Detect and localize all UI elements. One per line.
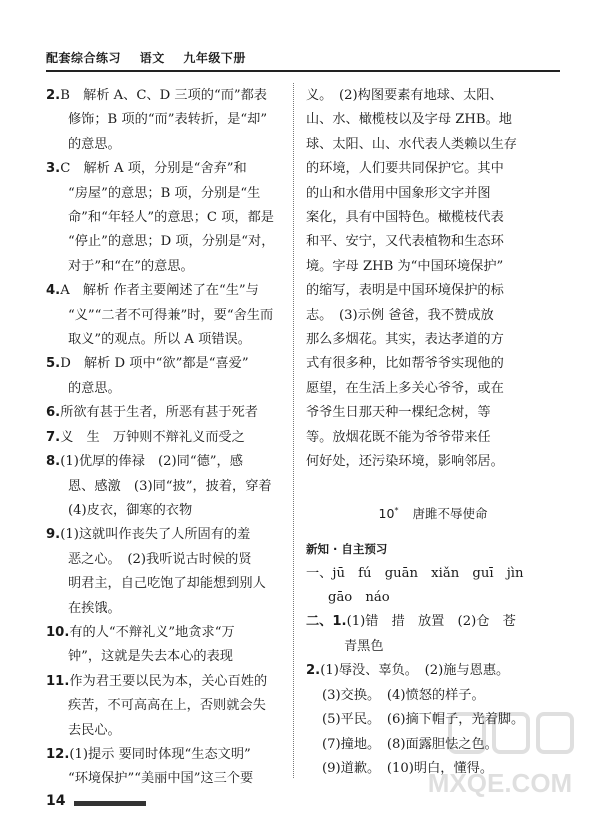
answer-line: 境。字母 ZHB 为“中国环境保护” xyxy=(306,258,504,274)
answer-line: 志。 (3)示例 爸爸，我不赞成放 xyxy=(306,307,494,323)
answer-line: D 解析 D 项中“欲”都是“喜爱” xyxy=(60,356,249,372)
answer-line: 那么多烟花。其实，表达孝道的方 xyxy=(306,332,504,348)
vocab-item xyxy=(306,659,560,781)
answer-item xyxy=(46,670,286,743)
answer-line: 明君主，自己吃饱了却能想到别人 xyxy=(68,576,266,592)
column-divider xyxy=(293,83,294,778)
vocab-item xyxy=(306,610,560,659)
answer-line: 疾苦，不可高高在上，否则就会失 xyxy=(68,698,266,714)
answer-line: 有的人“不辩礼义”地贪求“万 xyxy=(69,624,235,640)
answer-line: “停止”的意思；D 项，分别是“对， xyxy=(68,234,275,250)
answer-line: (1)优厚的俸禄 (2)同“德”，感 xyxy=(60,454,243,470)
answer-line: 命”和“年轻人”的意思；C 项，都是 xyxy=(68,210,274,226)
subsection-heading: 新知 · 自主预习 xyxy=(306,541,388,556)
answer-item xyxy=(46,743,286,792)
page-number: 14 xyxy=(46,793,66,809)
answer-line: C 解析 A 项，分别是“舍弃”和 xyxy=(60,161,247,177)
answer-line: 等。放烟花既不能为爷爷带来任 xyxy=(306,429,491,445)
answer-item xyxy=(46,450,286,523)
answer-item xyxy=(46,279,286,352)
answer-line: (1)这就叫作丧失了人所固有的羞 xyxy=(60,527,251,543)
answer-line: 式有很多种，比如帮爷爷实现他的 xyxy=(306,356,504,372)
answer-number: 10. xyxy=(46,624,70,640)
answer-line: 的缩写，表明是中国环境保护的标 xyxy=(306,283,504,299)
answer-line: 爷爷生日那天种一棵纪念树，等 xyxy=(306,405,491,421)
answer-number: 9. xyxy=(46,527,61,543)
grade-label: 九年级下册 xyxy=(183,51,246,65)
footer-bar xyxy=(74,801,146,806)
answer-number: 7. xyxy=(46,429,61,445)
subject-label: 语文 xyxy=(139,51,165,65)
answer-line: 在挨饿。 xyxy=(68,600,121,616)
answer-item xyxy=(46,621,286,670)
pinyin-item xyxy=(306,562,560,611)
answer-line: 义 生 万钟则不辩礼义而受之 xyxy=(60,429,245,445)
answer-line: (4)皮衣，御寒的衣物 xyxy=(68,502,193,518)
answer-number: 3. xyxy=(46,161,61,177)
vocab-line: (3)交换。 (4)愤怒的样子。 xyxy=(322,687,485,703)
answer-number: 4. xyxy=(46,283,61,299)
vocab-line: (1)辱没、辜负。 (2)施与恩惠。 xyxy=(320,663,510,679)
answer-line: 钟”，这就是失去本心的表现 xyxy=(68,649,233,665)
answer-number: 5. xyxy=(46,356,61,372)
answer-line: 所欲有甚于生者，所恶有甚于死者 xyxy=(60,405,258,421)
answer-line: “义”“二者不可得兼”时，要“舍生而 xyxy=(68,307,274,323)
answer-line: 案化，具有中国特色。橄榄枝代表 xyxy=(306,210,504,226)
answer-line: 作为君王要以民为本，关心百姓的 xyxy=(69,673,268,689)
answer-line: B 解析 A、C、D 三项的“而”都表 xyxy=(60,88,267,103)
answer-item xyxy=(46,401,286,425)
answer-line: 愿望，在生活上多关心爷爷，或在 xyxy=(306,380,504,396)
answer-item xyxy=(46,523,286,621)
pinyin-block xyxy=(306,562,560,611)
answer-item xyxy=(46,426,286,450)
section-marker: * xyxy=(394,505,399,515)
answer-line: 恩、感激 (3)同“披”，披着，穿着 xyxy=(68,478,272,494)
answer-line: 对于”和“在”的意思。 xyxy=(68,258,194,274)
left-column xyxy=(46,84,286,792)
answer-line: 恶之心。 (2)我听说古时候的贤 xyxy=(68,551,252,567)
book-title: 配套综合练习 xyxy=(46,51,122,65)
answer-number: 11. xyxy=(46,673,70,689)
answer-line: 山、水、橄榄枝以及字母 ZHB。地 xyxy=(306,112,512,128)
answer-number: 8. xyxy=(46,454,61,470)
answer-line: “环境保护”“美丽中国”这三个要 xyxy=(68,771,254,787)
vocab-line: (9)道歉。 (10)明白，懂得。 xyxy=(322,760,494,776)
item-label: 二、1. xyxy=(306,614,347,630)
answer-line: 修饰；B 项的“而”表转折，是“却” xyxy=(68,112,268,128)
right-column xyxy=(306,84,560,781)
section-number: 10 xyxy=(378,505,395,521)
item-label: 2. xyxy=(306,663,321,679)
answer-line: 的意思。 xyxy=(68,136,121,152)
vocab-line: (5)平民。 (6)摘下帽子，光着脚。 xyxy=(322,712,525,728)
answer-line: 何好处，还污染环境，影响邻居。 xyxy=(306,454,504,470)
answer-line: 取义”的观点。所以 A 项错误。 xyxy=(68,332,251,348)
vocab-line: (7)撞地。 (8)面露胆怯之色。 xyxy=(322,736,498,752)
answer-number: 2. xyxy=(46,88,61,103)
continued-answer xyxy=(306,84,560,475)
answer-line: (1)提示 要同时体现“生态文明” xyxy=(69,746,251,762)
answer-number: 6. xyxy=(46,405,61,421)
pinyin-line: jū fú guān xiǎn guī jìn xyxy=(332,565,524,581)
answer-line: 义。 (2)构图要素有地球、太阳、 xyxy=(306,88,503,103)
answer-item xyxy=(46,157,286,279)
vocab-line: 青黑色 xyxy=(344,638,384,654)
item-label: 一、 xyxy=(306,565,333,581)
pinyin-line: gāo náo xyxy=(328,590,390,606)
section-name: 唐雎不辱使命 xyxy=(412,505,488,521)
answer-line: 球、太阳、山、水代表人类赖以生存 xyxy=(306,136,517,152)
header-rule xyxy=(46,70,560,72)
watermark-text: MXQE.COM xyxy=(427,768,573,798)
answer-line: 的山和水借用中国象形文字并图 xyxy=(306,185,491,201)
vocab-line: (1)错 措 放置 (2)仓 苍 xyxy=(346,614,516,630)
answer-line: “房屋”的意思；B 项，分别是“生 xyxy=(68,185,261,201)
answer-line: A 解析 作者主要阐述了在“生”与 xyxy=(60,283,259,299)
answer-number: 12. xyxy=(46,746,70,762)
section-title xyxy=(306,501,560,524)
answer-line: 的意思。 xyxy=(68,380,121,396)
page-header xyxy=(46,49,560,66)
vocab-block xyxy=(306,610,560,781)
answer-line: 去民心。 xyxy=(68,722,121,738)
answer-item xyxy=(46,84,286,157)
answer-line: 的环境，人们要共同保护它。其中 xyxy=(306,161,504,177)
answer-item xyxy=(46,352,286,401)
answer-line: 和平、安宁，又代表植物和生态环 xyxy=(306,234,504,250)
